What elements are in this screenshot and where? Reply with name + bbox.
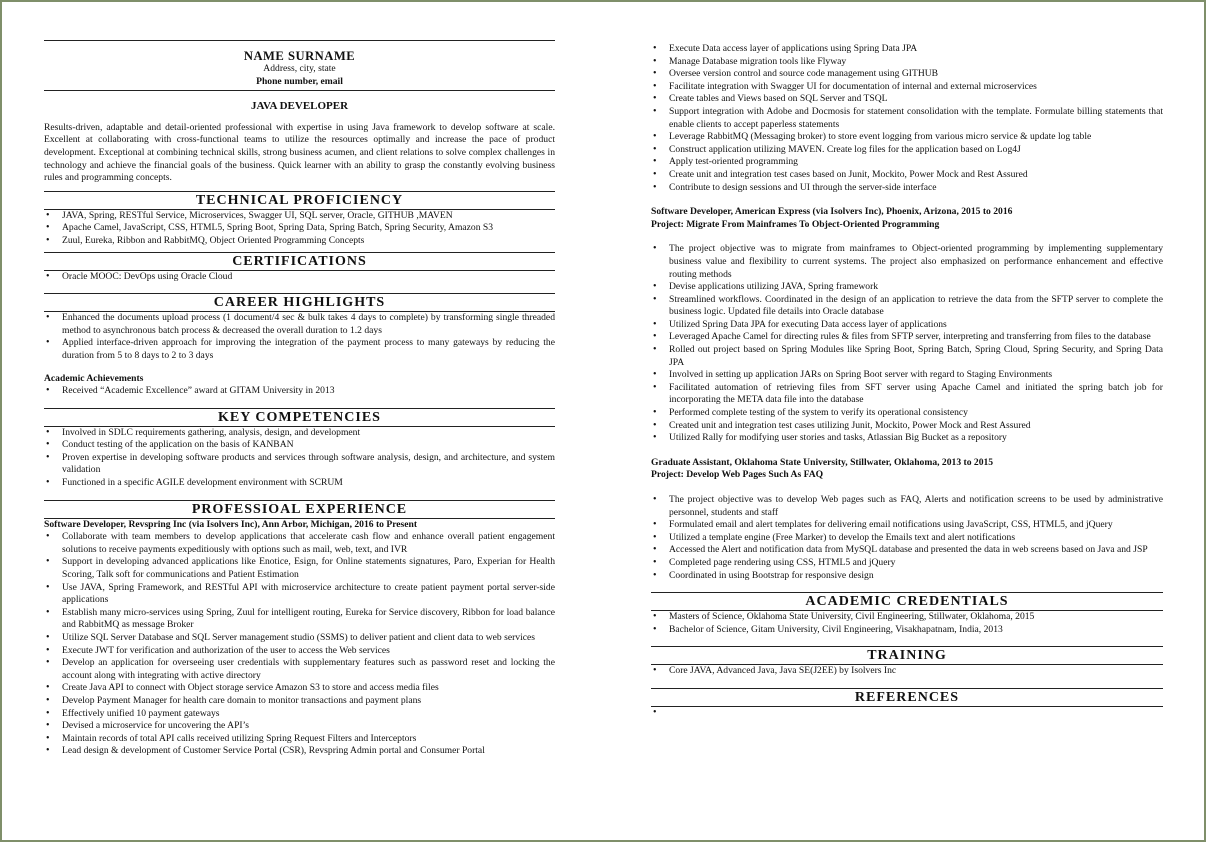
list-item: • Oversee version control and source code management using GITHUB — [669, 68, 1163, 81]
list-item: • Functioned in a specific AGILE development environment with SCRUM — [62, 477, 555, 490]
list-item: • Formulated email and alert templates for delivering email notifications using JavaScript, CSS, HTML5, and jQuery — [669, 519, 1163, 532]
career-title: CAREER HIGHLIGHTS — [44, 293, 555, 312]
list-item: • Completed page rendering using CSS, HTML5 and jQuery — [669, 557, 1163, 570]
list-item: • Received “Academic Excellence” award at GITAM University in 2013 — [62, 385, 555, 398]
list-item: • Lead design & development of Customer Service Portal (CSR), Revspring Admin portal and Consumer Portal — [62, 745, 555, 758]
list-item: • Created unit and integration test cases utilizing Junit, Mockito, Power Mock and Rest Assured — [669, 420, 1163, 433]
technical-title: TECHNICAL PROFICIENCY — [44, 191, 555, 210]
list-item: • Create tables and Views based on SQL Server and TSQL — [669, 93, 1163, 106]
academic-list — [651, 611, 1163, 636]
job2-list — [651, 243, 1163, 445]
list-item: • Execute Data access layer of applications using Spring Data JPA — [669, 43, 1163, 56]
list-item: • Devised a microservice for uncovering the API’s — [62, 720, 555, 733]
list-item: • Construct application utilizing MAVEN. Create log files for the application based on Log4J — [669, 144, 1163, 157]
list-item: • Masters of Science, Oklahoma State University, Civil Engineering, Stillwater, Oklahoma, 2015 — [669, 611, 1163, 624]
training-list — [651, 665, 1163, 678]
list-item: • Support integration with Adobe and Docmosis for statement consolidation with the template. Formulate billing statements that enable clients to accept paperless statements — [669, 106, 1163, 131]
header-rule — [44, 90, 555, 91]
list-item: • Proven expertise in developing software products and services through software analysis, design, and architecture, and system validation — [62, 452, 555, 477]
list-item: • Maintain records of total API calls received utilizing Spring Request Filters and Interceptors — [62, 733, 555, 746]
list-item: • Performed complete testing of the system to verify its operational consistency — [669, 407, 1163, 420]
list-item: • Utilized Spring Data JPA for executing Data access layer of applications — [669, 319, 1163, 332]
job2-project: Project: Migrate From Mainframes To Object-Oriented Programming — [651, 218, 940, 230]
job1-heading: Software Developer, Revspring Inc (via Isolvers Inc), Ann Arbor, Michigan, 2016 to Present — [44, 518, 418, 530]
job1-list-right — [651, 43, 1163, 194]
list-item: • Devise applications utilizing JAVA, Spring framework — [669, 281, 1163, 294]
list-item: • Use JAVA, Spring Framework, and RESTful API with microservice architecture to create patient payment portal server-side applications — [62, 582, 555, 607]
list-item: • Oracle MOOC: DevOps using Oracle Cloud — [62, 271, 555, 284]
list-item: • Apache Camel, JavaScript, CSS, HTML5, Spring Boot, Spring Data, Spring Batch, Spring Security, Amazon S3 — [62, 222, 555, 235]
right-column — [651, 43, 1163, 720]
academic-achievements-heading: Academic Achievements — [44, 372, 144, 384]
competencies-list — [44, 427, 555, 490]
job2-heading: Software Developer, American Express (via Isolvers Inc), Phoenix, Arizona, 2015 to 2016 — [651, 206, 1013, 218]
list-item: • Utilized Rally for modifying user stories and tasks, Atlassian Big Bucket as a repository — [669, 432, 1163, 445]
list-item: • Collaborate with team members to develop applications that accelerate cash flow and enhance overall patient engagement solutions to receive payments expeditiously with options such as mail, web, text, and IVR — [62, 531, 555, 556]
list-item: • Core JAVA, Advanced Java, Java SE(J2EE) by Isolvers Inc — [669, 665, 1163, 678]
experience-title: PROFESSIOAL EXPERIENCE — [44, 500, 555, 519]
list-item: • The project objective was to migrate from mainframes to Object-oriented programming by implementing supplementary business value and flexibility to current systems. The project also emphasized on performance enhancement and effective routing methods — [669, 243, 1163, 281]
list-item: • Conduct testing of the application on the basis of KANBAN — [62, 439, 555, 452]
academic-achievements-list — [44, 385, 555, 398]
job-title: JAVA DEVELOPER — [250, 100, 349, 113]
list-item: • JAVA, Spring, RESTful Service, Microservices, Swagger UI, SQL server, Oracle, GITHUB ,MAVEN — [62, 210, 555, 223]
training-title: TRAINING — [651, 646, 1163, 665]
top-rule — [44, 40, 555, 41]
list-item: • Establish many micro-services using Spring, Zuul for intelligent routing, Eureka for Service discovery, Ribbon for load balance and RabbitMQ as message Broker — [62, 607, 555, 632]
list-item: • Support in developing advanced applications like Enotice, Esign, for Online statements signatures, Paro, Experian for Health Scoring, Talk soft for communications and Patient Estimation — [62, 556, 555, 581]
list-item: • Contribute to design sessions and UI through the server-side interface — [669, 182, 1163, 195]
left-column — [44, 40, 555, 758]
address: Address, city, state — [263, 63, 336, 74]
list-item: • Facilitated automation of retrieving files from SFT server using Apache Camel and initiated the spring batch job for incorporating the META data file into the database — [669, 382, 1163, 407]
contact-line: Phone number, email — [256, 75, 343, 87]
summary-paragraph: Results-driven, adaptable and detail-oriented professional with expertise in using Java framework to develop software at scale. Excellent at collaborating with cross-functional teams to utilize the resources optimally and increase the pace of product development. Exceptional at combining technical skills, strong business acumen, and client relations to solve complex challenges in technology and achieve the financial goals of the business. Quick learner with an ability to grasp the constantly evolving business rules and programming concepts. — [44, 121, 555, 184]
list-item: • Develop Payment Manager for health care domain to monitor transactions and payment plans — [62, 695, 555, 708]
list-item: • Create unit and integration test cases based on Junit, Mockito, Power Mock and Rest Assured — [669, 169, 1163, 182]
references-title: REFERENCES — [651, 688, 1163, 707]
certifications-title: CERTIFICATIONS — [44, 252, 555, 271]
list-item: • Enhanced the documents upload process (1 document/4 sec & bulk takes 4 days to complete) by transforming single threaded method to asynchronous batch process & decreased the overall duration to 1.2 days — [62, 312, 555, 337]
list-item: • The project objective was to develop Web pages such as FAQ, Alerts and notification screens to be used by administrative personnel, students and staff — [669, 494, 1163, 519]
list-item: • Bachelor of Science, Gitam University, Civil Engineering, Visakhapatnam, India, 2013 — [669, 624, 1163, 637]
list-item — [669, 707, 1163, 720]
job3-heading: Graduate Assistant, Oklahoma State University, Stillwater, Oklahoma, 2013 to 2015 — [651, 456, 994, 468]
academic-title: ACADEMIC CREDENTIALS — [651, 592, 1163, 611]
job1-list-left — [44, 531, 555, 758]
list-item: • Execute JWT for verification and authorization of the user to access the Web services — [62, 645, 555, 658]
career-list — [44, 312, 555, 362]
certifications-list — [44, 271, 555, 284]
list-item: • Apply test-oriented programming — [669, 156, 1163, 169]
list-item: • Streamlined workflows. Coordinated in the design of an application to retrieve the data from the SFTP server to complete the business logic. Updated file details into Oracle database — [669, 294, 1163, 319]
list-item: • Facilitate integration with Swagger UI for documentation of internal and external microservices — [669, 81, 1163, 94]
list-item: • Accessed the Alert and notification data from MySQL database and presented the data in web screens based on Java and JSP — [669, 544, 1163, 557]
competencies-title: KEY COMPETENCIES — [44, 408, 555, 427]
references-list — [651, 707, 1163, 720]
job3-project: Project: Develop Web Pages Such As FAQ — [651, 469, 824, 481]
list-item: • Develop an application for overseeing user credentials with supplementary features such as password reset and locking the account along with integrating with active directory — [62, 657, 555, 682]
technical-list — [44, 210, 555, 248]
list-item: • Create Java API to connect with Object storage service Amazon S3 to store and access media files — [62, 682, 555, 695]
list-item: • Zuul, Eureka, Ribbon and RabbitMQ, Object Oriented Programming Concepts — [62, 235, 555, 248]
list-item: • Leverage RabbitMQ (Messaging broker) to store event logging from various micro service & update log table — [669, 131, 1163, 144]
job3-list — [651, 494, 1163, 582]
list-item: • Utilize SQL Server Database and SQL Server management studio (SSMS) to deliver patient and client data to web services — [62, 632, 555, 645]
list-item: • Coordinated in using Bootstrap for responsive design — [669, 570, 1163, 583]
list-item: • Manage Database migration tools like Flyway — [669, 56, 1163, 69]
candidate-name: NAME SURNAME — [243, 49, 356, 63]
list-item: • Involved in setting up application JARs on Spring Boot server with regard to Staging Environments — [669, 369, 1163, 382]
list-item: • Rolled out project based on Spring Modules like Spring Boot, Spring Batch, Spring Cloud, Spring Security, and Spring Data JPA — [669, 344, 1163, 369]
list-item: • Utilized a template engine (Free Marker) to develop the Emails text and alert notifications — [669, 532, 1163, 545]
list-item: • Applied interface-driven approach for improving the integration of the payment process to many gateways by reducing the duration from 5 to 8 days to 2 to 3 days — [62, 337, 555, 362]
list-item: • Leveraged Apache Camel for directing rules & files from SFTP server, interpreting and transferring from files to the database — [669, 331, 1163, 344]
list-item: • Effectively unified 10 payment gateways — [62, 708, 555, 721]
list-item: • Involved in SDLC requirements gathering, analysis, design, and development — [62, 427, 555, 440]
